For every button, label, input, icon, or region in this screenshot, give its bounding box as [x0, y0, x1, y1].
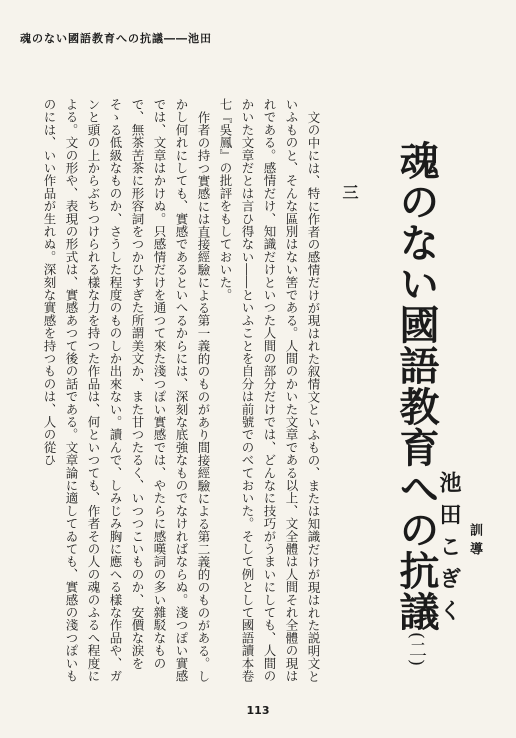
- title-main: 魂のない國語教育への抗議: [393, 140, 440, 632]
- page-number: 113: [246, 704, 270, 717]
- article-title: [392, 140, 440, 667]
- author-name: 池田こぎく: [436, 471, 462, 631]
- running-header: 魂のない國語教育への抗議――池田: [20, 32, 212, 45]
- paragraph: 文の中には、特に作者の感情だけが現はれた叙情文といふもの、または知識だけが現はれた説明文といふものと、そんな區別はない筈である。人間のかいた文章である以上、文全體は人間それ全體の現はれである。感情だけ、知識だけといつた人間の部分だけでは、どんなに技巧がうまいにしても、人間のかいた文章だとは言ひ得ない――といふことを自分は前號でのべておいた。そして例として國語讀本卷七『吳鳳』の批評をもしておいた。: [218, 98, 321, 683]
- author-role: 訓導: [467, 523, 482, 561]
- title-part-number: (二): [406, 632, 427, 668]
- section-number: 三: [340, 184, 359, 200]
- article-body: [8, 98, 324, 690]
- paragraph: 作者の持つ實感には直接經驗による第一義的のものがあり間接經驗による第二義的のものがある。しかし何れにしても、實感であるといへるからには、深刻な底強なものでなければならぬ。淺つぽい實感では、文章はかけぬ。只感情だけを通つて來た淺つぽい實感では、やたらに感嘆詞の多い雜駁なもので、無茶苦茶に形容詞をつかひすぎた所謂美文か、また甘つたるく、いつつこいものか、安價な涙をそゝる低級なものか、さうした程度のものしか出來ない。讀んで、しみじみ胸に應へる樣な作品や、ガンと頭の上からぶちつけられる樣な力を持つた作品は、何といつても、作者その人の魂のふるへ程度による。文の形や、表現の形式は、實感あつて後の話である。文章論に適してゐても、實感の淺つぽいものには、いい作品が生れぬ。深刻な實感を持つものは、人の從ひ: [42, 98, 211, 683]
- byline: [436, 392, 484, 692]
